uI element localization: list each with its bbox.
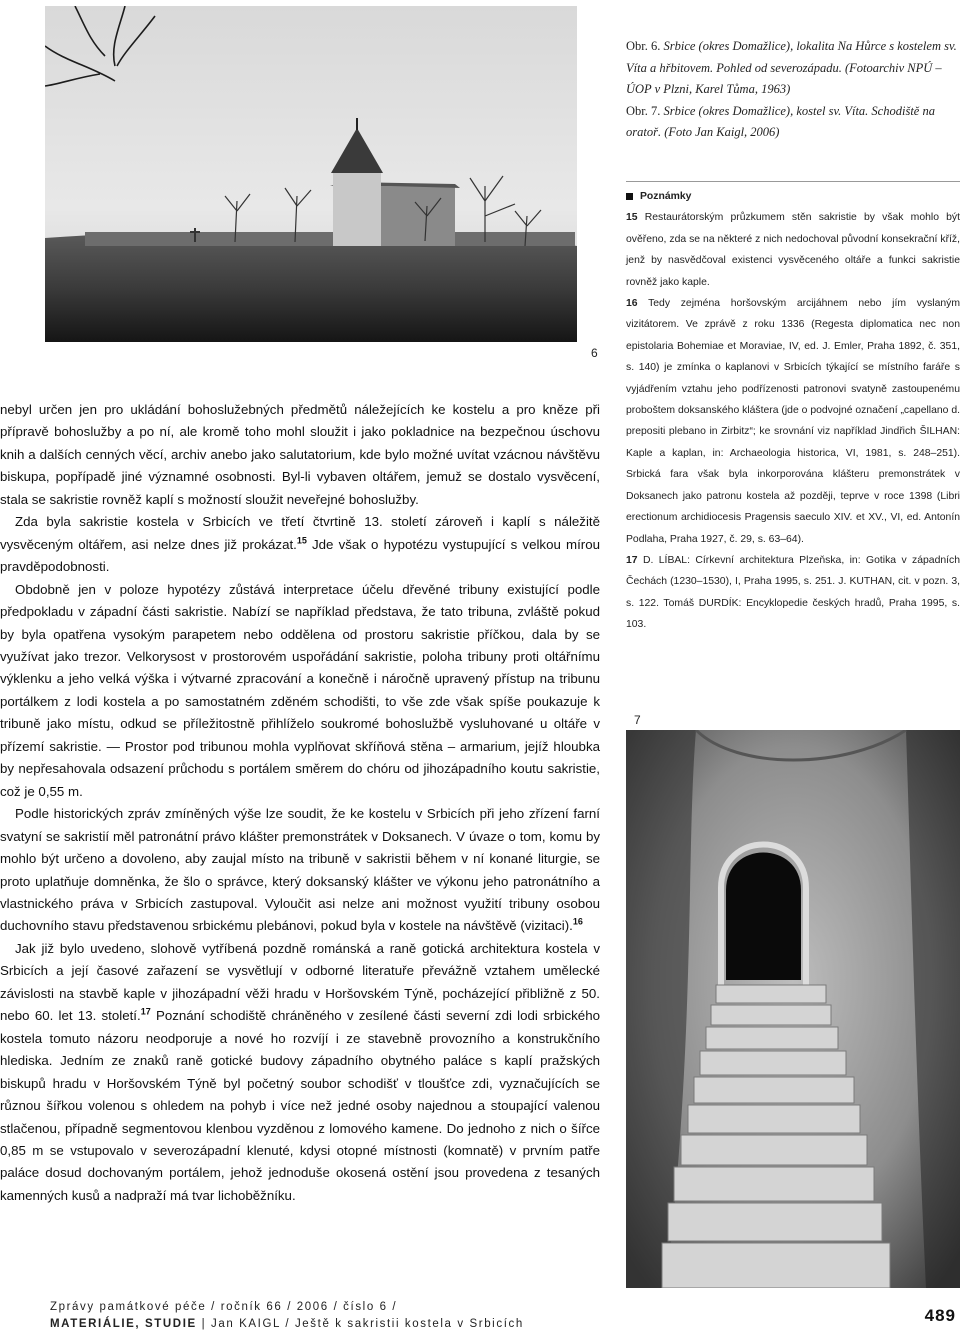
caption-fig6 [626,36,960,101]
footnotes [626,186,960,636]
footnote-17-text: D. LÍBAL: Církevní architektura Plzeňska, in: Gotika v západních Čechách (1230–1530), I, Praha 1995, s. 251. J. KUTHAN, cit. v pozn. 3, s. 122. Tomáš DURDÍK: Encyklopedie českých hradů, Praha 1995, s. 103. [626,554,960,631]
paragraph-5 [0,938,600,1207]
figure-6-number: 6 [591,346,598,360]
paragraph-5-text-a: Jak již bylo uvedeno, slohově vytříbená pozdně románská a raně gotická architektura kostela v Srbicích a její časové zařazení se vysvětlují v odborné literatuře převážně vztahem umělecké závislosti na stavbě kaple v jihozápadní věži hradu v Horšovském Týně, pocházející přibližně z 50. nebo 60. let 13. století. [0,940,600,1024]
footnote-16 [626,293,960,550]
staircase-image [626,730,960,1288]
caption-fig7-label: Obr. 7. [626,103,661,118]
paragraph-1: nebyl určen jen pro ukládání bohoslužebných předmětů náležejících ke kostelu a pro kněze při přípravě bohoslužby a po ní, ale kromě toho mohl sloužit i jako pokladnice na bezpečnou úschovu knih a dalších cenných věcí, archiv anebo jako salutatorium, kde bylo možné uvítat vzácnou návštěvu biskupa, popřípadě jiné významné osobnosti. Byl-li vybaven oltářem, jemuž se dostalo vysvěcení, stala se sakristie rovněž kaplí s možností sloužit neveřejné bohoslužby. [0,402,600,507]
footnote-16-number: 16 [626,298,638,310]
figure-7-number: 7 [634,713,641,727]
paragraph-5-text-b: Poznání schodiště chráněného v zesílené části severní zdi lodi srbického kostela tomuto názoru neodporuje a nové ho rozvíjí i ze stavebně provozního a konstrukčního hlediska. Jedním ze znaků raně gotické budovy západního obytného paláce s kaplí pražských biskupů hradu v Horšovském Týně byl početný soubor schodišť v tloušťce zdi, vyznačujících se různou šířkou volenou s ohledem na pohyb i více než jedné osoby najednou a stoupající valenou stlačenou, případně segmentovou klenbou vyzděnou z lomového kamene. Do jednoho z nich o šířce 0,85 m se vstupovalo v severozápadní klenuté, kdysi otopné místnosti (komnatě) v prvním patře paláce dosud dochovaným portálem, jehož jednoduše okosená ostění jsou provedena z tesaných kamenných kusů a nadpraží má tvar lichoběžníku. [0,1008,600,1203]
paragraph-3: Obdobně jen v poloze hypotézy zůstává interpretace účelu dřevěné tribuny existující podle předpokladu v západní části sakristie. Nabízí se například představa, že tato tribuna, zvláště pokud by byla opatřena vysokým parapetem nebo oddělena od prostoru sakristie příčkou, dala by se využívat jako trezor. Velkorysost v prostorovém uspořádání sakristie, poloha tribuny proti oltářnímu výklenku a jeho velká výška i výtvarné zpracování a konečně i náročně upravený přístup na tribunu portálkem z lodi kostela a po samostatném zděném schodišti, to vše zde však spíše poukazuje k tribuně jako místu, odkud se příležitostně přihlíželo soukromé bohoslužbě vysluhované u oltáře v přízemí sakristie. — Prostor pod tribunou mohla vyplňovat skříňová stěna – armarium, jejíž hloubka by nepřesahovala odsazení průchodu s portálem směrem do chóru od jihozápadního koutu sakristie, což je 0,55 m. [0,581,600,799]
footnote-15-number: 15 [626,212,638,224]
footnote-17-number: 17 [626,554,638,566]
paragraph-2 [0,511,600,578]
footnote-16-text: Tedy zejména horšovským arcijáhnem nebo jím vyslaným vizitátorem. Ve zprávě z roku 1336 (Regesta diplomatica nec non epistolaria Bohemiae et Moraviae, IV, ed. J. Emler, Praha 1892, č. 351, s. 140) je zmínka o kaplanovi v Srbicích týkající se místního faráře s vyjádřením vztahu jeho podřízenosti patronovi svatyně zastoupenému proboštem doksanského kláštera (jde o podvojné označení „capellano d. prepositi plebano in Zirbitz“; ke srovnání viz například Jindřich ŠILHAN: Kaple a kaplan, in: Archaeologia historica, VI, 1981, s. 248–251). Srbická fara však byla inkorporována klášteru premonstrátek v Doksanech jako patronu kostela až později, teprve v roce 1398 (Libri erectionum archidiocesis Pragensis saeculo XIV. et XV., VI, ed. Antonín Podlaha, Praha 1927, č. 29, s. 63–64). [626,298,960,545]
paragraph-2-text-a: Zda byla sakristie kostela v Srbicích ve třetí čtvrtině 13. století zároveň i kaplí s náležitě vysvěceným oltářem, asi nelze dnes již prokázat. [0,514,600,552]
figure-6-photo [45,6,577,342]
caption-fig6-text: Srbice (okres Domažlice), lokalita Na Hůrce s kostelem sv. Víta a hřbitovem. Pohled od severozápadu. (Fotoarchiv NPÚ – ÚOP v Plzni, Karel Tůma, 1963) [626,39,957,96]
footnote-ref-16[interactable]: 16 [572,917,583,927]
author-title: Jan KAIGL / Ještě k sakristii kostela v Srbicích [210,1318,524,1330]
figure-7-photo [626,730,960,1288]
caption-fig7 [626,101,960,144]
journal-info: Zprávy památkové péče / ročník 66 / 2006 / číslo 6 / [50,1301,398,1313]
notes-heading [626,186,960,207]
footnote-17 [626,550,960,636]
footnote-ref-15[interactable]: 15 [296,535,307,546]
caption-fig6-label: Obr. 6. [626,39,661,53]
figure-caption [626,36,960,144]
notes-heading-text: Poznámky [640,191,692,202]
paragraph-4 [0,803,600,938]
caption-fig7-text: Srbice (okres Domažlice), kostel sv. Víta. Schodiště na oratoř. (Foto Jan Kaigl, 2006) [626,103,935,139]
article-info: MATERIÁLIE, STUDIE | Jan KAIGL / Ještě k sakristii kostela v Srbicích [50,1318,524,1330]
article-body [0,399,600,1207]
square-bullet-icon [626,193,633,200]
footnote-ref-17[interactable]: 17 [140,1006,151,1017]
section-name: MATERIÁLIE, STUDIE [50,1318,197,1330]
footnote-15 [626,207,960,293]
notes-divider [626,181,960,182]
paragraph-2-text-b: Jde však o hypotézu vystupující s velkou mírou pravděpodobnosti. [0,536,600,575]
footnote-15-text: Restaurátorským průzkumem stěn sakristie by však mohlo být ověřeno, zda se na některé z nich nedochoval původní konsekrační kříž, jenž by nasvědčoval existenci vysvěceného oltáře a funkci sakristie rovněž jako kaple. [626,212,960,288]
page-number: 489 [924,1306,956,1325]
paragraph-4-text: Podle historických zpráv zmíněných výše lze soudit, že ke kostelu v Srbicích při jeho zřízení farní svatyní se sakristií měl patronátní právo klášter premonstrátek v Doksanech. V úvaze o tom, komu by mohlo být určeno a dovoleno, aby zaujal místo na tribuně v sakristii během v ní konané liturgie, se proto uplatňuje domněnka, že šlo o správce, který doksanský klášter ve výkonu jeho patronátního a vlastnického práva v Srbicích zastupoval. Vyloučit asi nelze ani možnost využití tribuny osobou duchovního stavu představenou srbickému plebánovi, pokud byla v kostele na návštěvě (vizitaci). [0,806,600,934]
church-hill-image [45,6,577,342]
